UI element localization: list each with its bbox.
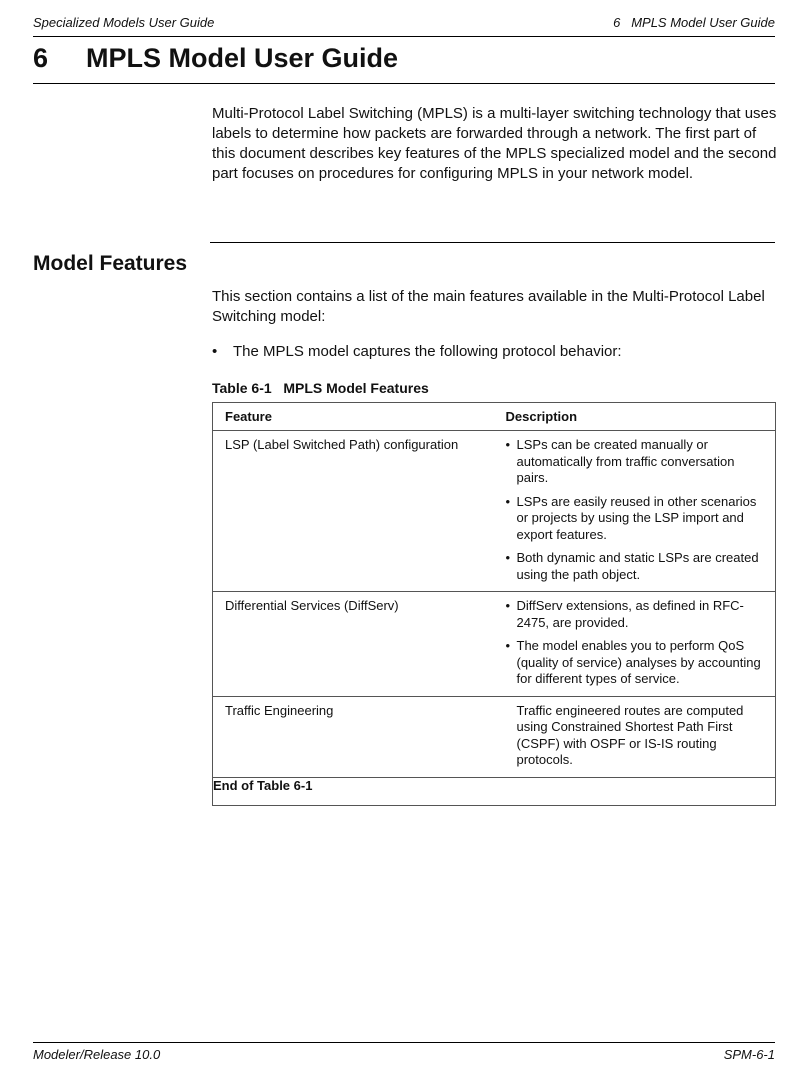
description-list — [506, 598, 766, 688]
bullet-text: The MPLS model captures the following protocol behavior: — [233, 343, 622, 360]
footer-release: Modeler/Release 10.0 — [33, 1047, 161, 1062]
intro-paragraph: Multi-Protocol Label Switching (MPLS) is a multi-layer switching technology that uses labels to determine how packets are forwarded through a network. The first part of this document describes key features of the MPLS specialized model and the second part focuses on procedures for configuring MPLS in your network model. — [212, 105, 777, 182]
description-list — [506, 437, 766, 583]
header-chapter-title: 6 MPLS Model User Guide — [613, 15, 775, 30]
table-header-row — [213, 403, 776, 431]
description-cell — [491, 431, 776, 592]
running-header — [33, 14, 775, 37]
section-divider — [210, 242, 775, 243]
description-cell — [491, 592, 776, 697]
chapter-title — [33, 40, 775, 84]
header-feature: Feature — [213, 403, 491, 431]
table-end-row — [213, 777, 776, 805]
description-item: • DiffServ extensions, as defined in RFC-2475, are provided. — [506, 598, 766, 631]
header-guide-title: Specialized Models User Guide — [33, 15, 215, 30]
feature-cell: LSP (Label Switched Path) configuration — [213, 431, 491, 592]
chapter-number: 6 — [33, 43, 49, 73]
feature-cell: Differential Services (DiffServ) — [213, 592, 491, 697]
description-item: • LSPs can be created manually or automatically from traffic conversation pairs. — [506, 437, 766, 487]
description-item: • The model enables you to perform QoS (quality of service) analyses by accounting for different types of service. — [506, 638, 766, 688]
features-table — [212, 402, 776, 806]
header-description: Description — [491, 403, 776, 431]
table-row — [213, 592, 776, 697]
table-row — [213, 431, 776, 592]
section-title: Model Features — [33, 252, 188, 275]
bullet-item — [212, 342, 777, 362]
running-footer — [33, 1042, 775, 1064]
footer-page-number: SPM-6-1 — [723, 1047, 775, 1062]
table-caption: Table 6-1 MPLS Model Features — [212, 380, 429, 396]
table-end-label: End of Table 6-1 — [213, 777, 776, 805]
section-intro-paragraph: This section contains a list of the main features available in the Multi-Protocol Label Switching model: — [212, 288, 765, 325]
description-item: • Both dynamic and static LSPs are created using the path object. — [506, 550, 766, 583]
description-item: • LSPs are easily reused in other scenarios or projects by using the LSP import and export features. — [506, 494, 766, 544]
bullet-marker: • — [212, 343, 218, 360]
table-row — [213, 696, 776, 777]
feature-cell: Traffic Engineering — [213, 696, 491, 777]
description-cell: Traffic engineered routes are computed using Constrained Shortest Path First (CSPF) with OSPF or IS-IS routing protocols. — [491, 696, 776, 777]
chapter-title-text: MPLS Model User Guide — [86, 43, 399, 73]
